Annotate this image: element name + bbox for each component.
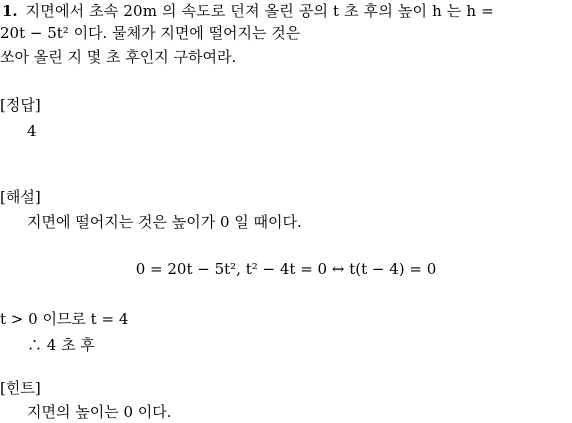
- hint-line-1: 지면의 높이는 0 이다.: [27, 403, 172, 421]
- explanation-line-3: ∴ 4 초 후: [27, 336, 95, 354]
- explanation-header: [해설]: [0, 188, 41, 206]
- problem-line-3: 쏘아 올린 지 몇 초 후인지 구하여라.: [0, 48, 237, 66]
- answer-header: [정답]: [0, 96, 41, 114]
- problem-line-2: 20t − 5t² 이다. 물체가 지면에 떨어지는 것은: [0, 24, 301, 42]
- explanation-line-1: 지면에 떨어지는 것은 높이가 0 일 때이다.: [27, 213, 302, 231]
- problem-number: 1.: [2, 2, 18, 20]
- explanation-line-2: t > 0 이므로 t = 4: [0, 310, 129, 328]
- problem-text-1: 지면에서 초속 20m 의 속도로 던져 올린 공의 t 초 후의 높이 h 는 h =: [25, 2, 494, 20]
- problem-line-1: [2, 2, 568, 20]
- hint-header: [힌트]: [0, 379, 41, 397]
- explanation-equation: 0 = 20t − 5t², t² − 4t = 0 ↔ t(t − 4) = 0: [135, 260, 437, 278]
- answer-value: 4: [27, 122, 37, 140]
